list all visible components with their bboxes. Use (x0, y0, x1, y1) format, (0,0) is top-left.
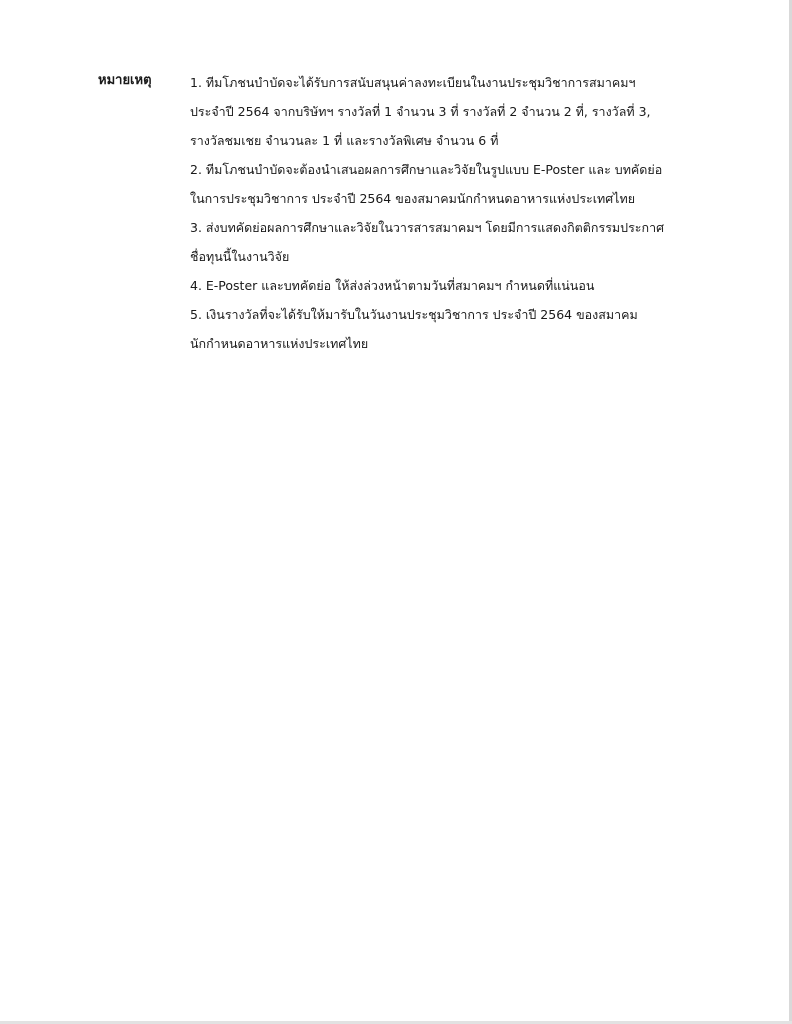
remark-item-3 (190, 213, 710, 271)
remark-line: 1. ทีมโภชนบำบัดจะได้รับการสนับสนุนค่าลงทะเบียนในงานประชุมวิชาการสมาคมฯ (190, 75, 636, 90)
remark-line: นักกำหนดอาหารแห่งประเทศไทย (190, 336, 369, 351)
remark-line: ชื่อทุนนี้ในงานวิจัย (190, 249, 290, 264)
remark-line: 5. เงินรางวัลที่จะได้รับให้มารับในวันงานประชุมวิชาการ ประจำปี 2564 ของสมาคม (190, 307, 638, 322)
remark-line: 3. ส่งบทคัดย่อผลการศึกษาและวิจัยในวารสารสมาคมฯ โดยมีการแสดงกิตติกรรมประกาศ (190, 220, 665, 235)
remark-line: รางวัลชมเชย จำนวนละ 1 ที่ และรางวัลพิเศษ จำนวน 6 ที่ (190, 133, 499, 148)
remark-line: ในการประชุมวิชาการ ประจำปี 2564 ของสมาคมนักกำหนดอาหารแห่งประเทศไทย (190, 191, 636, 206)
remark-item-1 (190, 68, 710, 155)
remarks-list (190, 68, 710, 358)
remark-item-5 (190, 300, 710, 358)
remark-item-2 (190, 155, 710, 213)
remark-item-4 (190, 271, 710, 300)
remarks-label: หมายเหตุ (98, 73, 152, 88)
remark-line: 2. ทีมโภชนบำบัดจะต้องนำเสนอผลการศึกษาและวิจัยในรูปแบบ E-Poster และ บทคัดย่อ (190, 162, 663, 177)
remark-line: ประจำปี 2564 จากบริษัทฯ รางวัลที่ 1 จำนวน 3 ที่ รางวัลที่ 2 จำนวน 2 ที่, รางวัลที่ 3, (190, 104, 651, 119)
remark-line: 4. E-Poster และบทคัดย่อ ให้ส่งล่วงหน้าตามวันที่สมาคมฯ กำหนดที่แน่นอน (190, 278, 595, 293)
